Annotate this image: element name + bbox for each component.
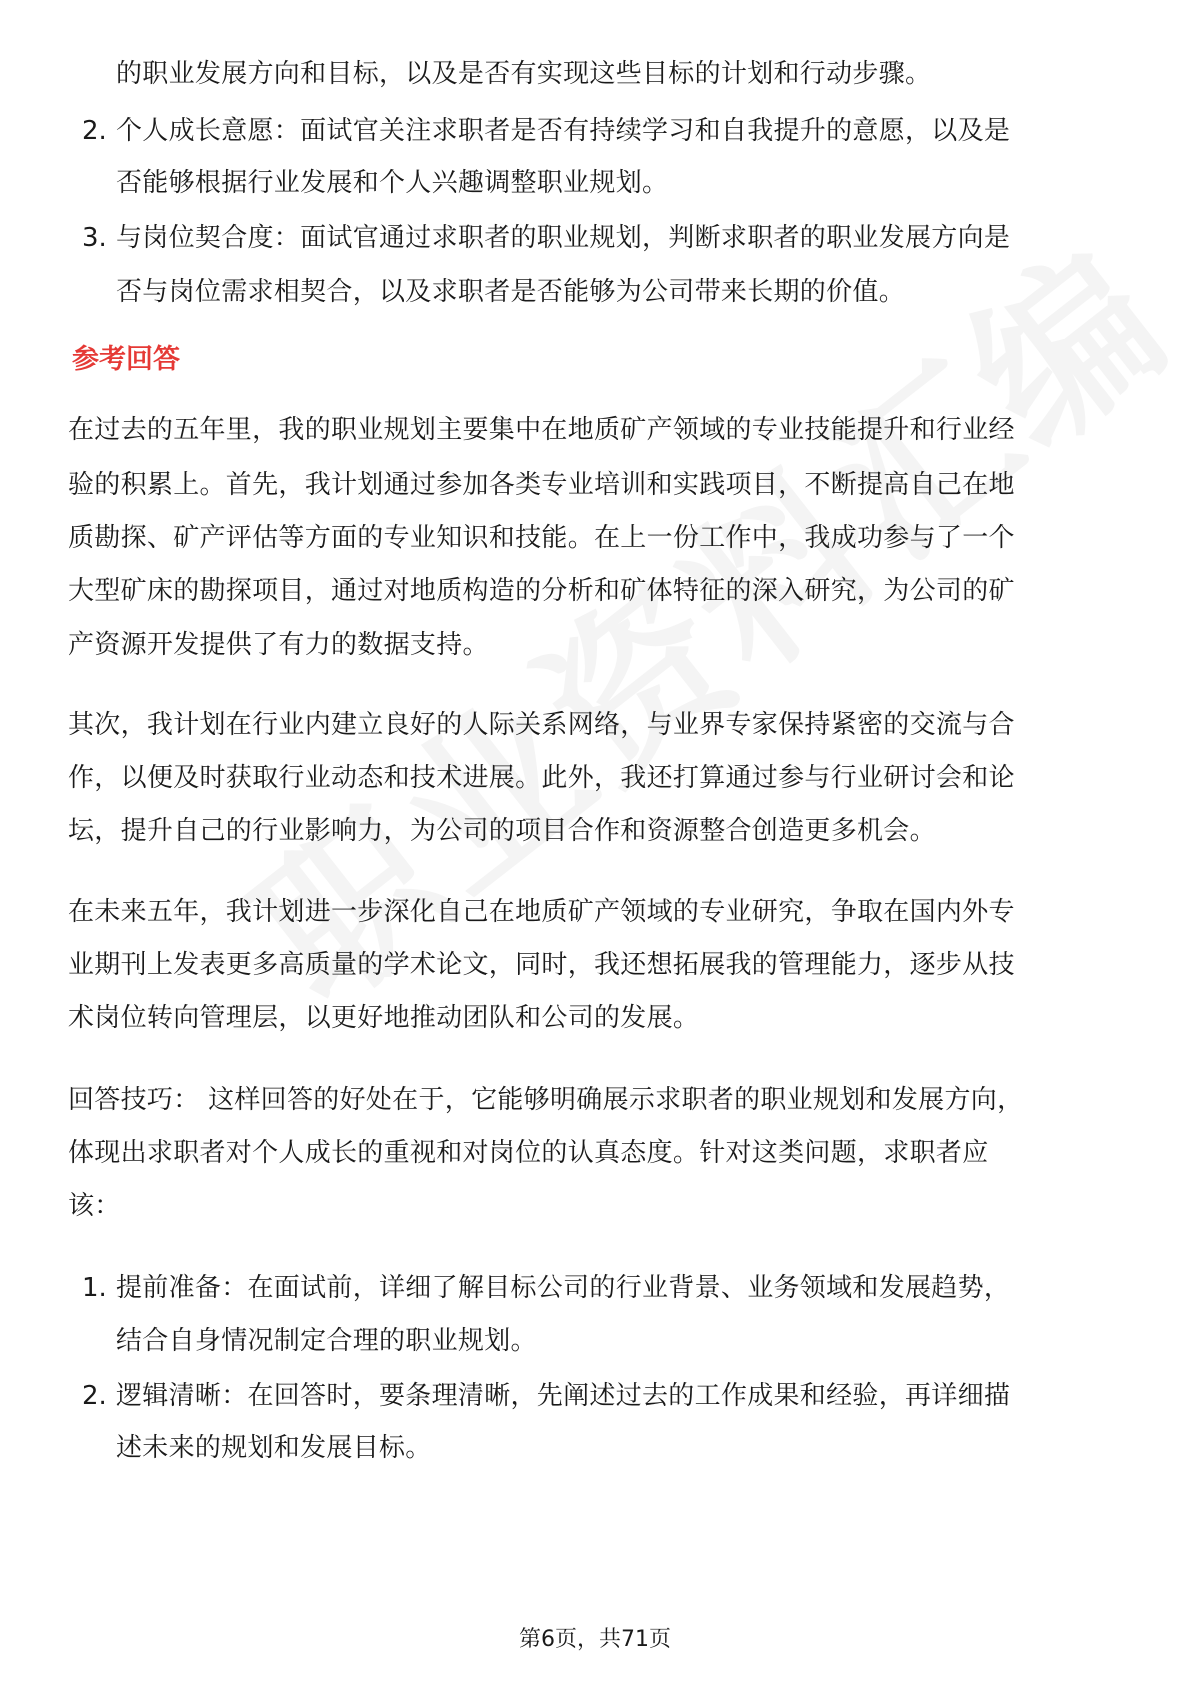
para2-line: 坛，提升自己的行业影响力，为公司的项目合作和资源整合创造更多机会。: [68, 816, 936, 846]
list-number-1: 1.: [82, 1273, 107, 1303]
tips-line: 回答技巧： 这样回答的好处在于，它能够明确展示求职者的职业规划和发展方向，: [68, 1085, 1024, 1115]
list-item-2-line-2: 否能够根据行业发展和个人兴趣调整职业规划。: [116, 168, 669, 198]
tips-line: 体现出求职者对个人成长的重视和对岗位的认真态度。针对这类问题，求职者应: [68, 1138, 989, 1168]
list-item-3-line-2: 否与岗位需求相契合，以及求职者是否能够为公司带来长期的价值。: [116, 277, 906, 307]
page-footer: 第6页，共71页: [519, 1627, 671, 1652]
list-item-2-line-1: 个人成长意愿：面试官关注求职者是否有持续学习和自我提升的意愿，以及是: [116, 116, 1011, 146]
para3-line: 业期刊上发表更多高质量的学术论文，同时，我还想拓展我的管理能力，逐步从技: [68, 950, 1015, 980]
tips-line: 该：: [68, 1191, 121, 1221]
para3-line: 在未来五年，我计划进一步深化自己在地质矿产领域的专业研究，争取在国内外专: [68, 897, 1015, 927]
para2-line: 作，以便及时获取行业动态和技术进展。此外，我还打算通过参与行业研讨会和论: [68, 763, 1015, 793]
para1-line: 大型矿床的勘探项目，通过对地质构造的分析和矿体特征的深入研究，为公司的矿: [68, 576, 1015, 606]
bottom-list-item-1-line-2: 结合自身情况制定合理的职业规划。: [116, 1326, 537, 1356]
list-item-3-line-1: 与岗位契合度：面试官通过求职者的职业规划，判断求职者的职业发展方向是: [116, 223, 1011, 253]
para1-line: 产资源开发提供了有力的数据支持。: [68, 630, 489, 660]
para3-line: 术岗位转向管理层，以更好地推动团队和公司的发展。: [68, 1003, 700, 1033]
para1-line: 验的积累上。首先，我计划通过参加各类专业培训和实践项目，不断提高自己在地: [68, 470, 1015, 500]
para1-line: 质勘探、矿产评估等方面的专业知识和技能。在上一份工作中，我成功参与了一个: [68, 523, 1015, 553]
bottom-list-item-2-line-2: 述未来的规划和发展目标。: [116, 1433, 432, 1463]
bottom-list-item-1-line-1: 提前准备：在面试前，详细了解目标公司的行业背景、业务领域和发展趋势，: [116, 1273, 1011, 1303]
list-item-1-continuation: 的职业发展方向和目标，以及是否有实现这些目标的计划和行动步骤。: [116, 59, 932, 89]
para2-line: 其次，我计划在行业内建立良好的人际关系网络，与业界专家保持紧密的交流与合: [68, 710, 1015, 740]
para1-line: 在过去的五年里，我的职业规划主要集中在地质矿产领域的专业技能提升和行业经: [68, 415, 1015, 445]
list-number-2: 2.: [82, 1381, 107, 1411]
bottom-list-item-2-line-1: 逻辑清晰：在回答时，要条理清晰，先阐述过去的工作成果和经验，再详细描: [116, 1381, 1011, 1411]
list-number-2: 2.: [82, 116, 107, 146]
section-heading: 参考回答: [72, 344, 180, 375]
list-number-3: 3.: [82, 223, 107, 253]
